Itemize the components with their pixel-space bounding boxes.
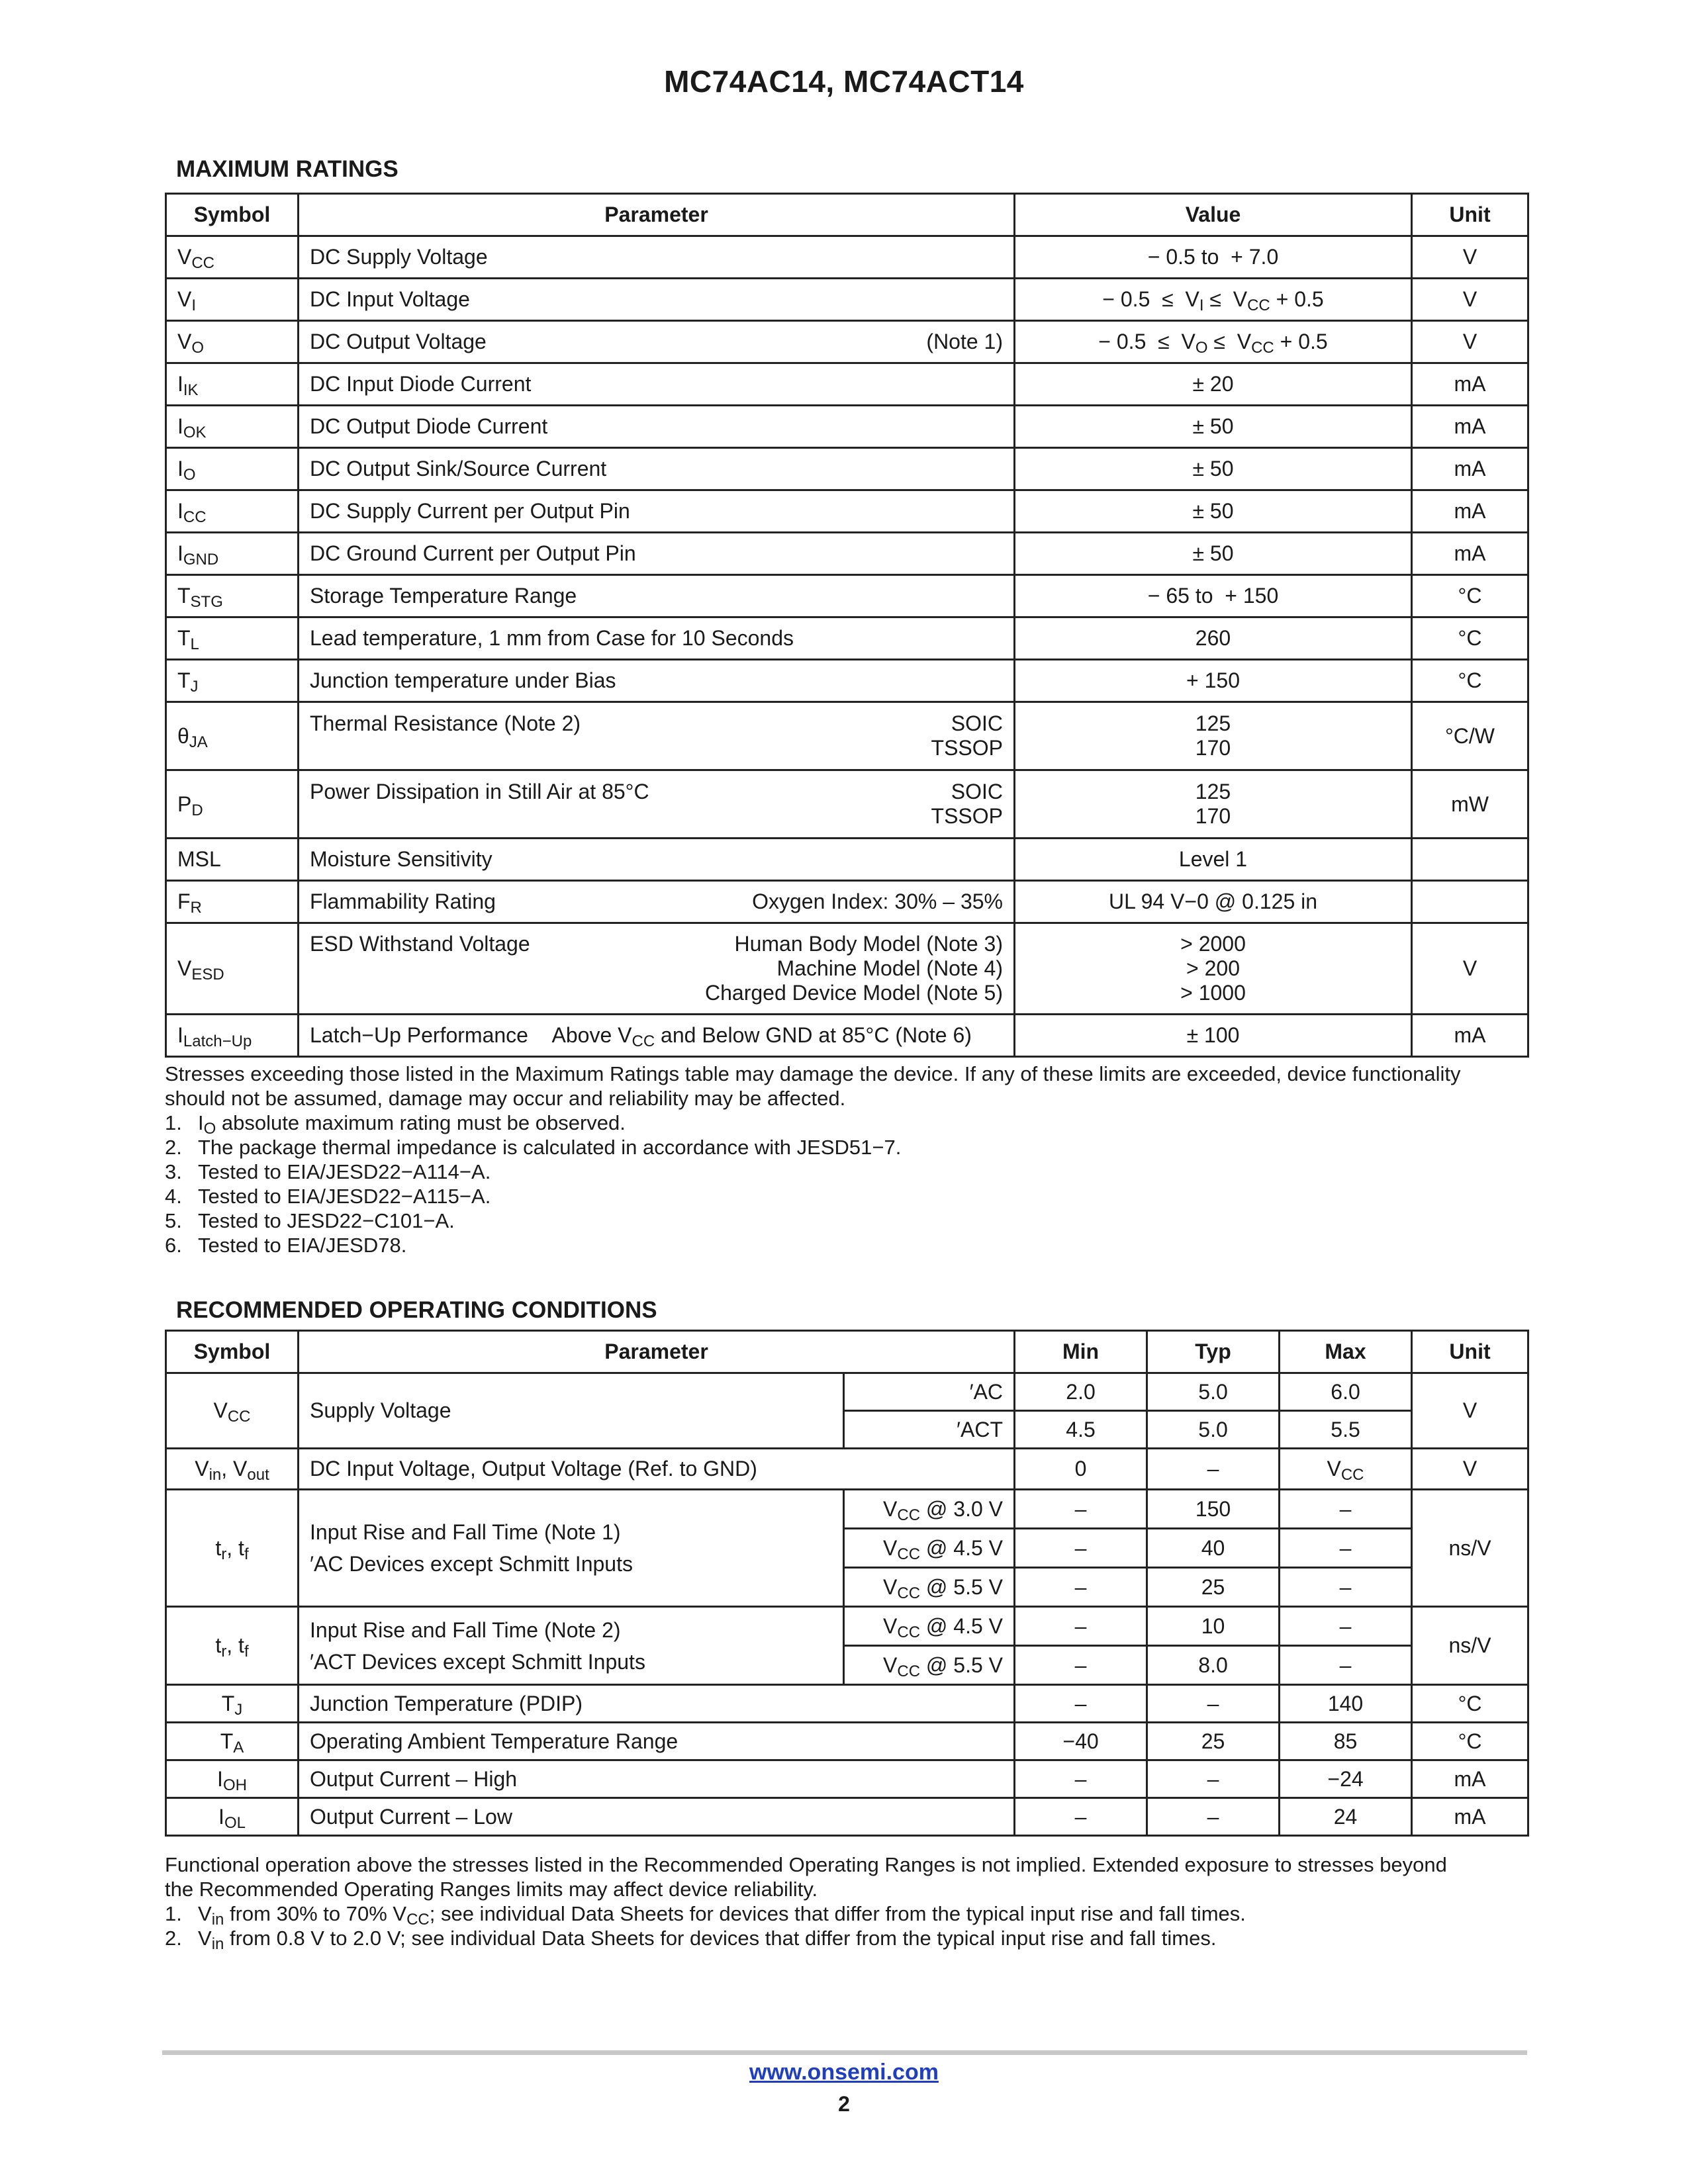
page-number: 2 [838,2092,850,2116]
value-cell: ± 100 [1015,1015,1412,1057]
max-cell: 5.5 [1280,1411,1412,1449]
typ-cell: – [1147,1760,1280,1798]
col-symbol: Symbol [166,194,299,236]
unit-cell: V [1412,1373,1528,1449]
unit-cell: ns/V [1412,1607,1528,1685]
max-ratings-notes [165,1062,1528,1257]
unit-cell: mA [1412,406,1528,448]
col-min: Min [1015,1331,1147,1373]
typ-cell: 150 [1147,1490,1280,1529]
table-row [166,1760,1528,1798]
symbol-cell: $T_L$ [166,617,299,660]
table-row [166,236,1528,279]
parameter-cell: DC Input Voltage [299,279,1015,321]
col-max: Max [1280,1331,1412,1373]
table-row [166,660,1528,702]
table-row [166,770,1528,839]
stress-text: Stresses exceeding those listed in the Maximum Ratings table may damage the device. If any of these limits are exceeded, device functionality [165,1062,1461,1085]
typ-cell: 10 [1147,1607,1280,1646]
max-cell: – [1280,1646,1412,1685]
parameter-cell: Latch−Up Performance Above $V_{CC}$ and Below GND at 85°C (Note 6) [299,1015,1015,1057]
stress-text-cont: should not be assumed, damage may occur and reliability may be affected. [165,1087,846,1110]
unit-cell: mW [1412,770,1528,839]
condition-cell: $V_{CC}$ @ 4.5 V [844,1607,1015,1646]
functional-text: Functional operation above the stresses listed in the Recommended Operating Ranges is not implied. Extended exposure to stresses beyond [165,1853,1447,1876]
parameter-cell: DC Input Voltage, Output Voltage (Ref. to GND) [299,1449,1015,1490]
symbol-cell: $V_O$ [166,321,299,363]
min-cell: −40 [1015,1723,1147,1760]
typ-cell: – [1147,1685,1280,1723]
unit-cell: °C [1412,1685,1528,1723]
functional-text-cont: the Recommended Operating Ranges limits may affect device reliability. [165,1878,818,1901]
symbol-cell: $I_{OH}$ [166,1760,299,1798]
max-cell: 6.0 [1280,1373,1412,1411]
table-row [166,1723,1528,1760]
condition-cell: $V_{CC}$ @ 3.0 V [844,1490,1015,1529]
unit-cell: mA [1412,490,1528,533]
parameter-cell: DC Input Diode Current [299,363,1015,406]
table-row [166,575,1528,617]
parameter-cell: Output Current – Low [299,1798,1015,1836]
typ-cell: 40 [1147,1529,1280,1568]
min-cell: 0 [1015,1449,1147,1490]
roc-table [165,1330,1529,1837]
unit-cell: °C [1412,1723,1528,1760]
min-cell: – [1015,1607,1147,1646]
parameter-cell: DC Output Voltage (Note 1) [299,321,1015,363]
unit-cell: °C [1412,575,1528,617]
parameter-cell: DC Supply Voltage [299,236,1015,279]
max-cell: 24 [1280,1798,1412,1836]
max-cell: – [1280,1490,1412,1529]
condition-cell: $V_{CC}$ @ 5.5 V [844,1568,1015,1607]
min-cell: – [1015,1646,1147,1685]
symbol-cell: MSL [166,839,299,881]
footnote: 1. $V_{in}$ from 30% to 70% $V_{CC}$; see individual Data Sheets for devices that differ from the typical input rise and fall times. [165,1902,1246,1929]
parameter-cell: Input Rise and Fall Time (Note 2) ′ACT Devices except Schmitt Inputs [299,1607,844,1685]
min-cell: 2.0 [1015,1373,1147,1411]
unit-cell [1412,839,1528,881]
col-parameter: Parameter [299,194,1015,236]
footnote: 1. $I_O$ absolute maximum rating must be observed. [165,1111,626,1138]
value-cell: ± 20 [1015,363,1412,406]
parameter-cell: Supply Voltage [299,1373,844,1449]
table-row [166,1607,1528,1646]
typ-cell: 25 [1147,1723,1280,1760]
unit-cell: ns/V [1412,1490,1528,1607]
table-row [166,1015,1528,1057]
footer-divider [162,2050,1527,2055]
unit-cell: °C [1412,617,1528,660]
typ-cell: – [1147,1798,1280,1836]
parameter-cell: Input Rise and Fall Time (Note 1) ′AC Devices except Schmitt Inputs [299,1490,844,1607]
parameter-cell: Junction Temperature (PDIP) [299,1685,1015,1723]
value-cell: 125 170 [1015,770,1412,839]
unit-cell: V [1412,1449,1528,1490]
table-row [166,279,1528,321]
unit-cell: mA [1412,1760,1528,1798]
symbol-cell: $I_{OK}$ [166,406,299,448]
parameter-cell: Output Current – High [299,1760,1015,1798]
unit-cell: °C/W [1412,702,1528,770]
symbol-cell: $\theta_{JA}$ [166,702,299,770]
symbol-cell: $T_{STG}$ [166,575,299,617]
value-cell: + 150 [1015,660,1412,702]
parameter-cell: Flammability Rating Oxygen Index: 30% – 35% [299,881,1015,923]
footnote: 4. Tested to EIA/JESD22−A115−A. [165,1185,491,1208]
value-cell: − $0.5 \le V_O \le V_{CC} + 0.5$ [1015,321,1412,363]
unit-cell: mA [1412,1015,1528,1057]
typ-cell: 5.0 [1147,1411,1280,1449]
parameter-cell: Operating Ambient Temperature Range [299,1723,1015,1760]
unit-cell [1412,881,1528,923]
symbol-cell: $V_{ESD}$ [166,923,299,1015]
unit-cell: V [1412,321,1528,363]
value-cell: − 0.5 to + 7.0 [1015,236,1412,279]
symbol-cell: $T_J$ [166,1685,299,1723]
parameter-cell: DC Supply Current per Output Pin [299,490,1015,533]
value-cell: − $0.5 \le V_I \le V_{CC} + 0.5$ [1015,279,1412,321]
parameter-cell: Thermal Resistance (Note 2) SOIC TSSOP [299,702,1015,770]
min-cell: – [1015,1568,1147,1607]
parameter-cell: DC Ground Current per Output Pin [299,533,1015,575]
value-cell: > 2000 > 200 > 1000 [1015,923,1412,1015]
footer-link[interactable]: www.onsemi.com [749,2060,939,2085]
value-cell: − 65 to + 150 [1015,575,1412,617]
max-ratings-heading: MAXIMUM RATINGS [176,156,399,182]
parameter-cell: Power Dissipation in Still Air at 85°C SOIC TSSOP [299,770,1015,839]
footnote: 5. Tested to JESD22−C101−A. [165,1209,455,1232]
table-row [166,363,1528,406]
max-cell: 140 [1280,1685,1412,1723]
table-header-row [166,194,1528,236]
min-cell: – [1015,1798,1147,1836]
symbol-cell: $V_{CC}$ [166,1373,299,1449]
table-row [166,1490,1528,1529]
min-cell: – [1015,1529,1147,1568]
parameter-cell: DC Output Sink/Source Current [299,448,1015,490]
table-row [166,1798,1528,1836]
value-cell: 125 170 [1015,702,1412,770]
unit-cell: mA [1412,448,1528,490]
max-cell: – [1280,1568,1412,1607]
typ-cell: 25 [1147,1568,1280,1607]
value-cell: UL 94 V−0 @ 0.125 in [1015,881,1412,923]
unit-cell: °C [1412,660,1528,702]
min-cell: – [1015,1490,1147,1529]
table-row [166,881,1528,923]
symbol-cell: $I_{OL}$ [166,1798,299,1836]
table-row [166,490,1528,533]
col-typ: Typ [1147,1331,1280,1373]
typ-cell: 8.0 [1147,1646,1280,1685]
max-ratings-table [165,193,1529,1058]
table-row [166,321,1528,363]
value-cell: ± 50 [1015,448,1412,490]
max-cell: – [1280,1607,1412,1646]
symbol-cell: $V_{in}$, $V_{out}$ [166,1449,299,1490]
symbol-cell: $t_r$, $t_f$ [166,1607,299,1685]
symbol-cell: $V_{CC}$ [166,236,299,279]
parameter-cell: Moisture Sensitivity [299,839,1015,881]
max-cell: −24 [1280,1760,1412,1798]
symbol-cell: $F_R$ [166,881,299,923]
max-cell: – [1280,1529,1412,1568]
col-parameter: Parameter [299,1331,1015,1373]
min-cell: 4.5 [1015,1411,1147,1449]
symbol-cell: $I_{CC}$ [166,490,299,533]
table-row [166,1373,1528,1411]
roc-heading: RECOMMENDED OPERATING CONDITIONS [176,1297,657,1323]
value-cell: ± 50 [1015,406,1412,448]
parameter-cell: ESD Withstand Voltage Human Body Model (Note 3) Machine Model (Note 4) Charged Device Model (Note 5) [299,923,1015,1015]
roc-notes [165,1852,1528,1953]
parameter-cell: Lead temperature, 1 mm from Case for 10 Seconds [299,617,1015,660]
typ-cell: 5.0 [1147,1373,1280,1411]
unit-cell: V [1412,923,1528,1015]
unit-cell: mA [1412,533,1528,575]
symbol-cell: $I_O$ [166,448,299,490]
value-cell: Level 1 [1015,839,1412,881]
footnote: 6. Tested to EIA/JESD78. [165,1234,407,1257]
condition-cell: ′ACT [844,1411,1015,1449]
unit-cell: mA [1412,363,1528,406]
condition-cell: $V_{CC}$ @ 4.5 V [844,1529,1015,1568]
col-unit: Unit [1412,194,1528,236]
symbol-cell: $I_{Latch-Up}$ [166,1015,299,1057]
max-cell: 85 [1280,1723,1412,1760]
parameter-cell: Storage Temperature Range [299,575,1015,617]
typ-cell: – [1147,1449,1280,1490]
document-title: MC74AC14, MC74ACT14 [664,64,1024,99]
symbol-cell: $P_D$ [166,770,299,839]
table-row [166,617,1528,660]
footnote: 3. Tested to EIA/JESD22−A114−A. [165,1160,491,1183]
table-row [166,839,1528,881]
unit-cell: mA [1412,1798,1528,1836]
min-cell: – [1015,1685,1147,1723]
table-row [166,1685,1528,1723]
table-row [166,702,1528,770]
footnote: 2. The package thermal impedance is calculated in accordance with JESD51−7. [165,1136,902,1159]
symbol-cell: $t_r$, $t_f$ [166,1490,299,1607]
symbol-cell: $V_I$ [166,279,299,321]
value-cell: ± 50 [1015,533,1412,575]
parameter-cell: DC Output Diode Current [299,406,1015,448]
symbol-cell: $T_J$ [166,660,299,702]
table-row [166,1449,1528,1490]
table-row [166,406,1528,448]
symbol-cell: $I_{GND}$ [166,533,299,575]
unit-cell: V [1412,279,1528,321]
value-cell: ± 50 [1015,490,1412,533]
condition-cell: $V_{CC}$ @ 5.5 V [844,1646,1015,1685]
condition-cell: ′AC [844,1373,1015,1411]
unit-cell: V [1412,236,1528,279]
value-cell: 260 [1015,617,1412,660]
symbol-cell: $T_A$ [166,1723,299,1760]
col-symbol: Symbol [166,1331,299,1373]
symbol-cell: $I_{IK}$ [166,363,299,406]
max-cell: $V_{CC}$ [1280,1449,1412,1490]
footnote: 2. $V_{in}$ from 0.8 V to 2.0 V; see individual Data Sheets for devices that differ from the typical input rise and fall times. [165,1927,1217,1953]
col-unit: Unit [1412,1331,1528,1373]
table-row [166,533,1528,575]
parameter-cell: Junction temperature under Bias [299,660,1015,702]
min-cell: – [1015,1760,1147,1798]
table-row [166,923,1528,1015]
col-value: Value [1015,194,1412,236]
table-header-row [166,1331,1528,1373]
table-row [166,448,1528,490]
